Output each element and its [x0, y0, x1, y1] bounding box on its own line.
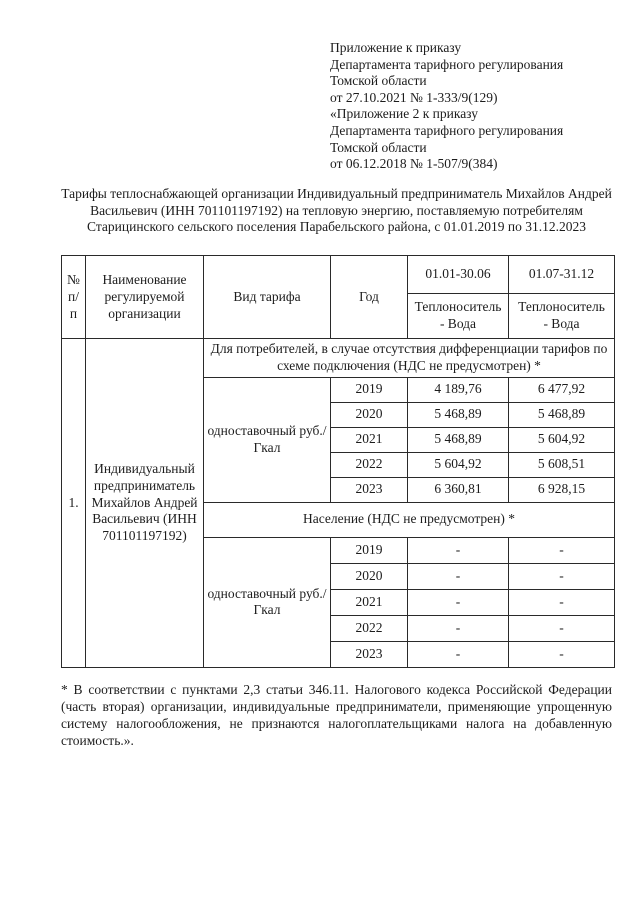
value-cell: -: [408, 641, 509, 667]
col-header-organization: Наименование регулируемой организации: [86, 256, 204, 339]
col-header-carrier-1: [408, 294, 509, 339]
document-title: Тарифы теплоснабжающей организации Индивидуальный предприниматель Михайлов Андрей Васильевич (ИНН 701101197192) на тепловую энергию, поставляемую потребителям Старицинского сельского поселения Парабельского района, с 01.01.2019 по 31.12.2023: [61, 185, 612, 235]
order-reference-line: «Приложение 2 к приказу: [330, 106, 478, 122]
year-cell: 2022: [331, 452, 408, 477]
col-header-tariff-type: Вид тарифа: [204, 256, 331, 339]
order-reference-line: Томской области: [330, 73, 427, 89]
value-cell: 5 604,92: [408, 452, 509, 477]
year-cell: 2019: [331, 537, 408, 563]
value-cell: 5 468,89: [408, 427, 509, 452]
col-header-num: [62, 256, 86, 339]
carrier-line: Теплоноситель: [518, 299, 605, 315]
footnote: * В соответствии с пунктами 2,3 статьи 346.11. Налогового кодекса Российской Федерации (часть вторая) организации, индивидуальные предприниматели, применяющие упрощенную систему налогообложения, не признаются налогоплательщиками налога на добавленную стоимость.».: [61, 681, 612, 748]
order-reference-line: от 27.10.2021 № 1-333/9(129): [330, 89, 498, 105]
order-reference-block: [330, 40, 614, 173]
order-reference-line: Приложение к приказу: [330, 40, 462, 55]
value-cell: 5 604,92: [509, 427, 615, 452]
order-reference-line: Департамента тарифного регулирования: [330, 56, 564, 72]
organization-name-cell: Индивидуальный предприниматель Михайлов Андрей Васильевич (ИНН 701101197192): [86, 339, 204, 668]
year-cell: 2020: [331, 563, 408, 589]
year-cell: 2023: [331, 641, 408, 667]
value-cell: -: [509, 589, 615, 615]
year-cell: 2021: [331, 589, 408, 615]
order-reference-line: от 06.12.2018 № 1-507/9(384): [330, 156, 498, 172]
value-cell: -: [509, 563, 615, 589]
row-number-cell: 1.: [62, 339, 86, 668]
year-cell: 2019: [331, 377, 408, 402]
section2-tariff-type-cell: одноставочный руб./Гкал: [204, 537, 331, 667]
section2-label: Население (НДС не предусмотрен) *: [204, 502, 615, 537]
tariff-table: [61, 255, 615, 668]
order-reference-line: Томской области: [330, 139, 427, 155]
order-reference-line: Департамента тарифного регулирования: [330, 122, 564, 138]
col-header-num-line: п: [69, 305, 78, 321]
value-cell: 6 360,81: [408, 477, 509, 502]
year-cell: 2021: [331, 427, 408, 452]
year-cell: 2022: [331, 615, 408, 641]
value-cell: -: [408, 537, 509, 563]
carrier-line: Теплоноситель: [414, 299, 502, 315]
col-header-carrier-2: [509, 294, 615, 339]
value-cell: -: [509, 641, 615, 667]
value-cell: -: [509, 537, 615, 563]
value-cell: 6 928,15: [509, 477, 615, 502]
col-header-num-line: №: [67, 271, 80, 287]
col-header-period-1: 01.01-30.06: [408, 256, 509, 294]
section1-label-row: [62, 339, 615, 378]
section1-label: Для потребителей, в случае отсутствия дифференциации тарифов по схеме подключения (НДС не предусмотрен) *: [204, 339, 615, 378]
value-cell: -: [509, 615, 615, 641]
value-cell: -: [408, 615, 509, 641]
value-cell: -: [408, 589, 509, 615]
col-header-num-line: п/: [68, 288, 79, 304]
col-header-period-2: 01.07-31.12: [509, 256, 615, 294]
section1-tariff-type-cell: одноставочный руб./Гкал: [204, 377, 331, 502]
table-header-row-1: [62, 256, 615, 294]
col-header-year: Год: [331, 256, 408, 339]
value-cell: -: [408, 563, 509, 589]
value-cell: 5 468,89: [509, 402, 615, 427]
year-cell: 2023: [331, 477, 408, 502]
carrier-line: - Вода: [439, 316, 477, 332]
value-cell: 6 477,92: [509, 377, 615, 402]
value-cell: 4 189,76: [408, 377, 509, 402]
carrier-line: - Вода: [543, 316, 580, 332]
value-cell: 5 468,89: [408, 402, 509, 427]
value-cell: 5 608,51: [509, 452, 615, 477]
year-cell: 2020: [331, 402, 408, 427]
